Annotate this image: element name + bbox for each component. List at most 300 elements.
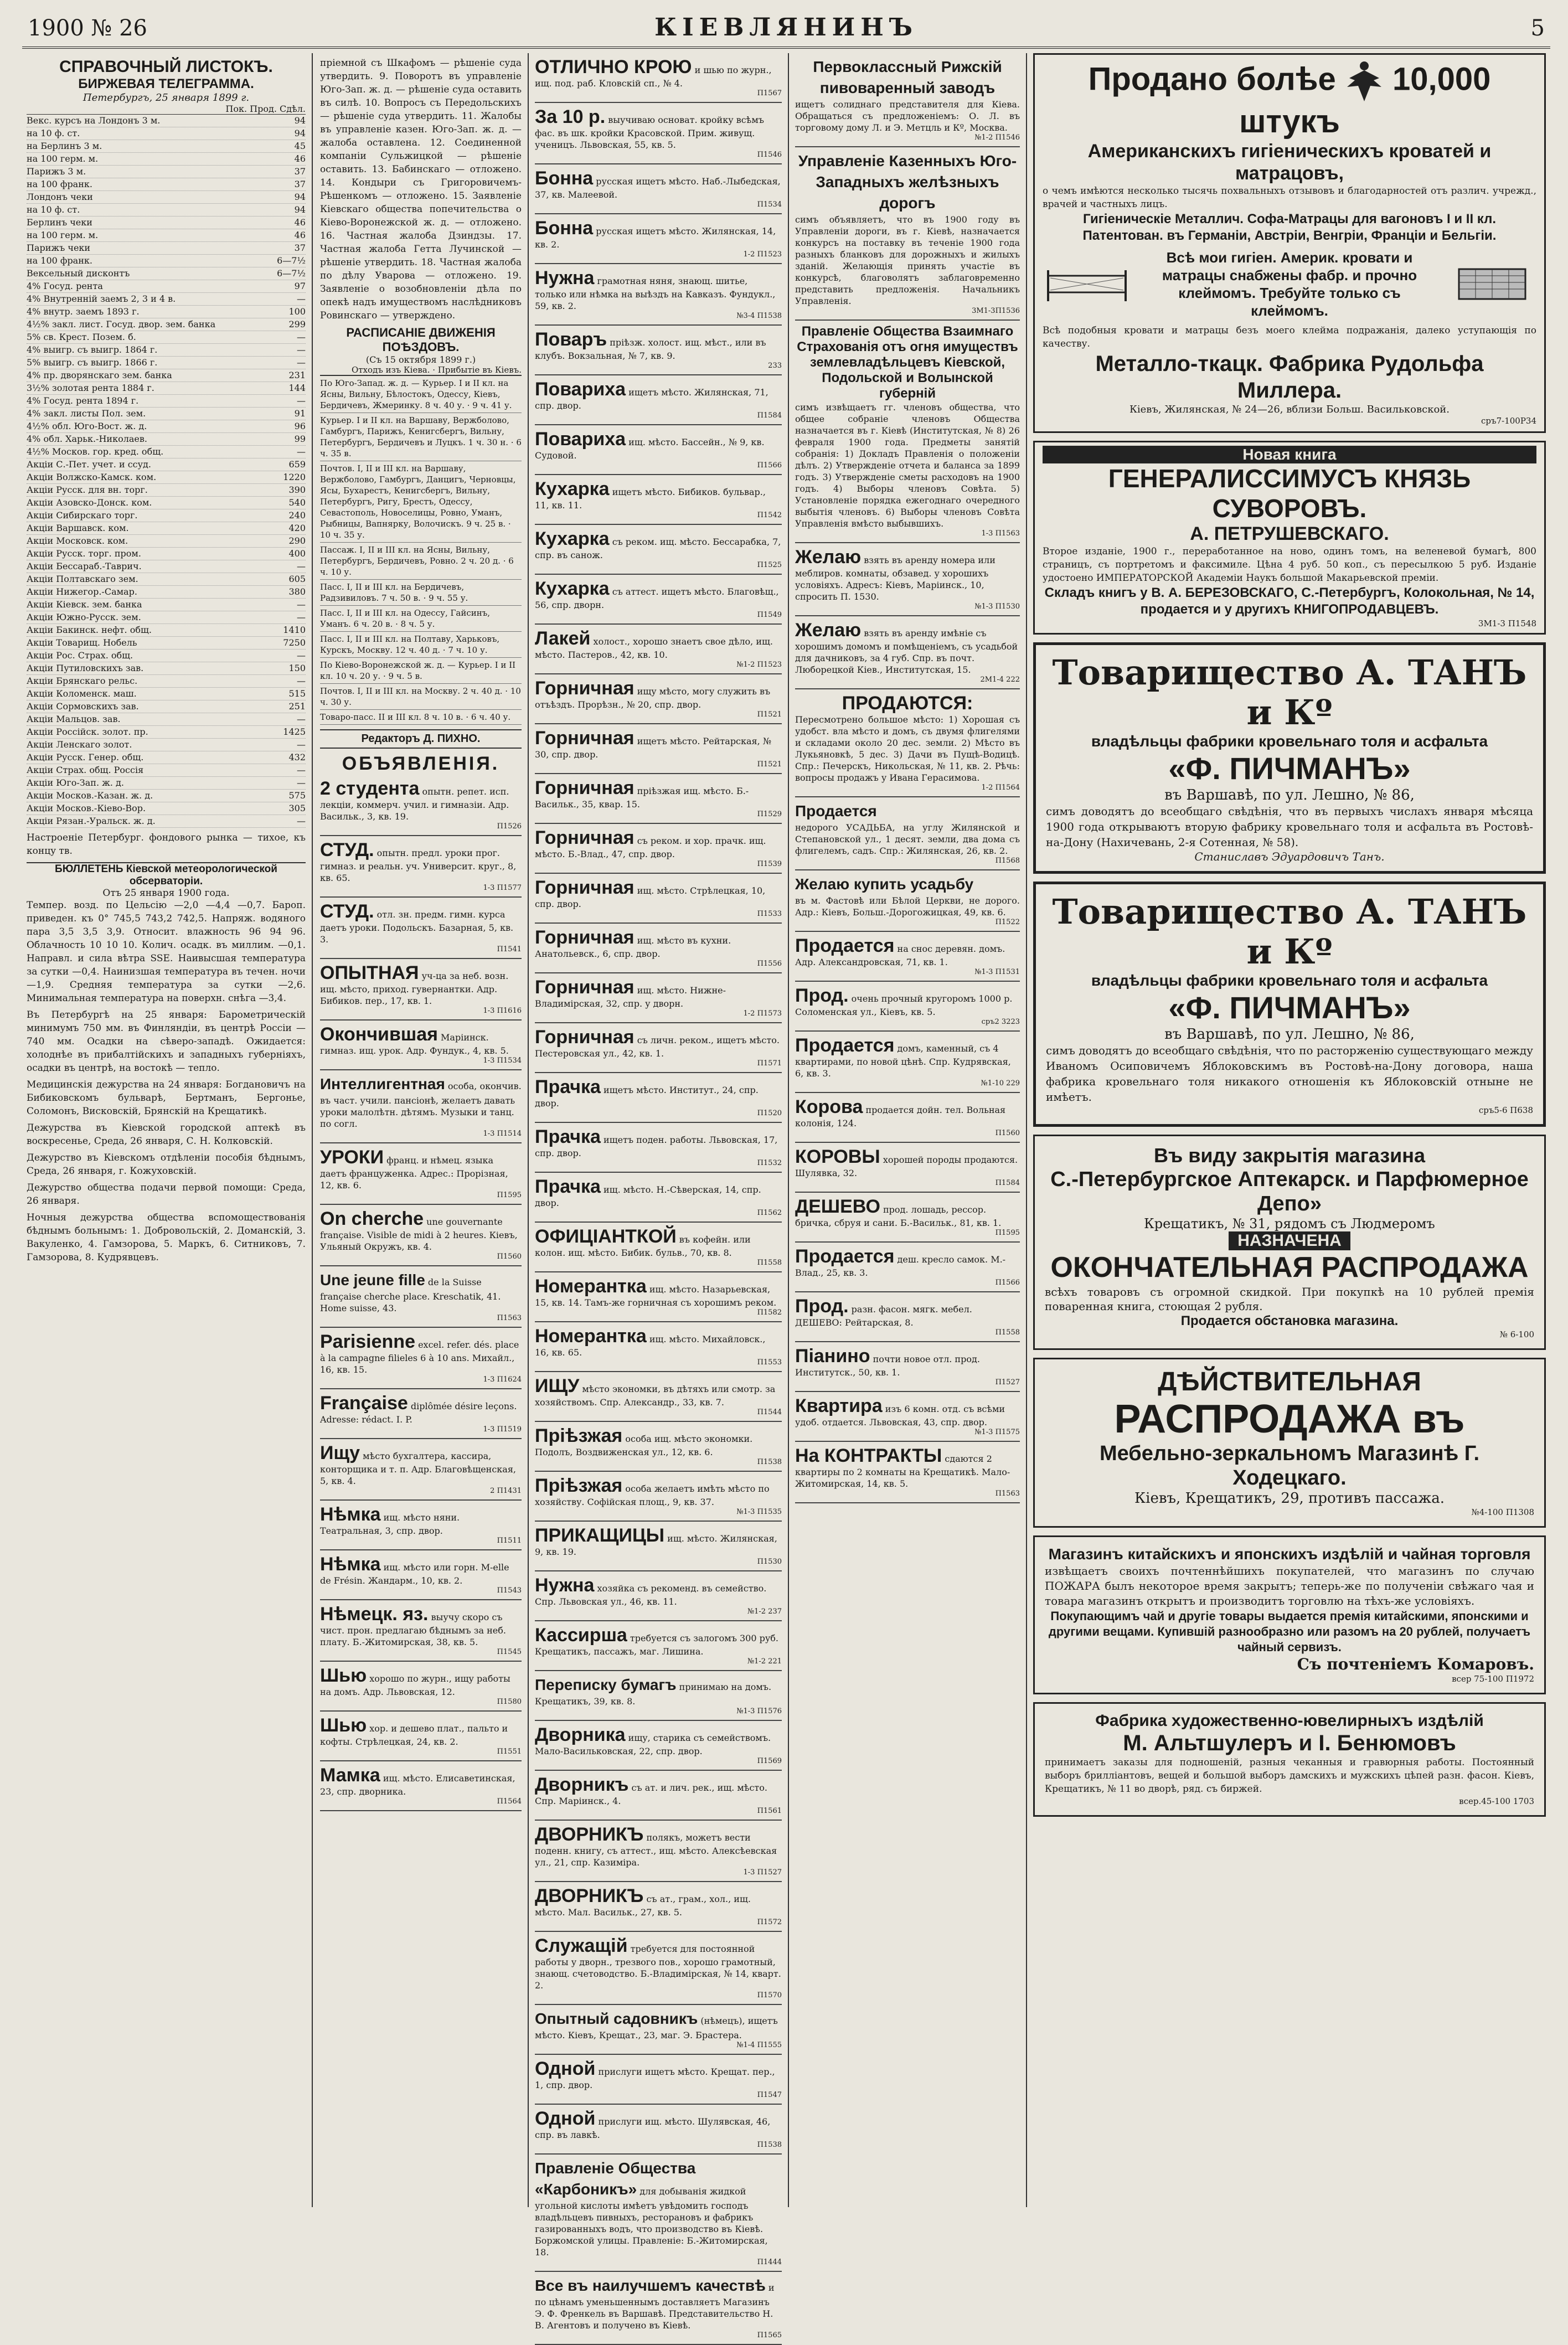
stock-name: Вексельный дисконтъ	[27, 268, 130, 279]
stock-value: 432	[288, 752, 306, 762]
ad-code: 1-3 П1616	[483, 1007, 522, 1015]
table-row	[27, 484, 306, 497]
table-row	[27, 140, 306, 153]
table-row	[27, 318, 306, 331]
ad-code: П1520	[757, 1109, 782, 1117]
ads-list	[320, 775, 522, 1811]
table-row	[27, 382, 306, 395]
stock-value: —	[297, 344, 306, 355]
classified-ad	[320, 1550, 522, 1600]
stock-value: 605	[288, 574, 306, 584]
classified-ad	[535, 973, 782, 1023]
beds-text-1: о чемъ имѣются несколько тысячь похвальныхъ отзывовъ и благодарностей отъ различ. учрежд., врачей и частныхъ лицъ.	[1043, 185, 1536, 210]
ad-text: опытн. репет. исп. лекціи, коммерч. учил. и гимназіи. Адр. Васильк., 3, кв. 19.	[320, 786, 509, 822]
stock-value: 515	[288, 688, 306, 699]
ad-code: П1544	[757, 1408, 782, 1416]
ad-keyword: Ищу	[320, 1442, 360, 1463]
stock-value: 305	[288, 803, 306, 813]
stock-name: Акціи Россійск. золот. пр.	[27, 726, 148, 737]
ad-text: excel. refer. dés. place à la campagne filieles 6 à 10 ans. Михайл., 16, кв. 15.	[320, 1339, 519, 1375]
ad-text: ищ. мѣсто. Стрѣлецкая, 10, спр. двор.	[535, 885, 766, 909]
timetable-header: Отходъ изъ Кіева. · Прибытіе въ Кіевъ.	[320, 365, 522, 376]
stock-name: Парижъ чеки	[27, 243, 91, 253]
ad-keyword: 2 студента	[320, 778, 420, 799]
ad-code: №1-3 П1576	[736, 1707, 782, 1715]
ad-text: русская ищетъ мѣсто. Наб.-Лыбедская, 37, кв. Малеевой.	[535, 176, 781, 200]
stock-value: 6—7½	[277, 255, 306, 266]
brewery-code: №1-2 П1546	[974, 133, 1020, 142]
table-row	[27, 764, 306, 777]
stock-name: Акціи Ленскаго золот.	[27, 739, 132, 750]
forecast-text: Въ Петербургѣ на 25 января: Барометрическій минимумъ 750 мм. въ Финляндіи, въ центрѣ Россіи — 740 мм. Осадки на сѣверо-западѣ. Ожидается: холоднѣе въ прибалтійскихъ и западныхъ губерніяхъ, осадки въ центрѣ, на востокѣ — тепло.	[27, 1009, 306, 1074]
ad-code: П1539	[757, 860, 782, 868]
ad-keyword: Дворникъ	[535, 1774, 629, 1795]
table-row	[27, 127, 306, 140]
ad-text: ищ. мѣсто. Бассейн., № 9, кв. Судовой.	[535, 437, 765, 461]
ad-code: 233	[768, 362, 782, 370]
table-row	[27, 815, 306, 828]
list-item: Дежурство въ Кіевскомъ отдѣленіи пособія бѣднымъ, Среда, 26 января, г. Кожуховскій.	[27, 1152, 306, 1177]
list-item: Медицинскія дежурства на 24 января: Богдановичъ на Бибиковскомъ бульварѣ, Бертманъ, Бергонье, Соломонъ, Висковскій, Брянскій на Крещатикѣ.	[27, 1079, 306, 1117]
ad-text: ищ. мѣсто. Нижне-Владимірская, 32, спр. у дворн.	[535, 985, 726, 1009]
ad-keyword: Интеллигентная	[320, 1075, 445, 1092]
stock-name: 3½% золотая рента 1884 г.	[27, 383, 154, 393]
furniture-firm: Мебельно-зеркальномъ Магазинѣ Г. Ходецкаго.	[1099, 1442, 1480, 1490]
stock-name: 4% Госуд. рента 1894 г.	[27, 395, 139, 406]
ad-keyword: Квартира	[795, 1395, 883, 1416]
stock-value: 94	[294, 204, 306, 215]
stock-name: 4% обл. Харьк.-Николаев.	[27, 434, 147, 444]
ad-code: 1-3 П1577	[483, 884, 522, 892]
jewelry-ad	[1033, 1702, 1546, 1817]
table-row	[27, 293, 306, 306]
ad-text: уч-ца за неб. возн. ищ. мѣсто, приход. гувернантки. Адр. Бибиков. пер., 17, кв. 1.	[320, 971, 509, 1006]
table-row	[27, 115, 306, 127]
classified-ad	[320, 1070, 522, 1143]
meteo-text: Темпер. возд. по Цельсію —2,0 —4,4 —0,7. Бароп. приведен. къ 0° 745,5 743,2 742,5. Напряж. водяного пара 3,5 3,5 3,9. Относит. влажность 96 94 96. Облачность 10 10 10. Колич. осадк. въ миллим. —0,1. Направл. и сила вѣтра SSE. Наивысшая температура за сутки —0,4. Наинизшая температура въ течен. ночи —1,9. Средняя температура за сутки —2,6. Минимальная температура на поверхн. снѣга —3,4.	[27, 900, 306, 1004]
classified-ad	[535, 1123, 782, 1173]
ad-code: П1566	[757, 461, 782, 470]
column-rule	[788, 53, 789, 2207]
classified-ad	[535, 1821, 782, 1882]
table-row	[27, 688, 306, 700]
stock-name: Акціи Путиловскихъ зав.	[27, 663, 144, 673]
ad-text: разн. фасон. мягк. мебел. ДЕШЕВО: Рейтарская, 8.	[795, 1304, 972, 1328]
classified-ad	[535, 774, 782, 824]
classified-ad	[535, 1571, 782, 1621]
closing-sale-title: ОКОНЧАТЕЛЬНАЯ РАСПРОДАЖА	[1050, 1251, 1529, 1284]
stock-value: —	[297, 561, 306, 571]
meteo-title: БЮЛЛЕТЕНЬ Кіевской метеорологической обсерваторіи.	[27, 862, 306, 888]
stock-name: Акціи Московск. ком.	[27, 535, 128, 546]
stock-name: Векс. курсъ на Лондонъ 3 м.	[27, 115, 161, 126]
ad-keyword: ОПЫТНАЯ	[320, 962, 419, 983]
stock-value: —	[297, 612, 306, 622]
timetable-list	[320, 376, 522, 725]
stock-value: 100	[288, 306, 306, 317]
ad-code: П1526	[497, 822, 522, 831]
ad-code: П1529	[757, 810, 782, 818]
ad-code: 1-2 П1573	[743, 1009, 782, 1018]
table-row	[27, 497, 306, 509]
page-number: 5	[1530, 16, 1545, 41]
tan1-text: симъ доводятъ до всеобщаго свѣдѣнія, что въ первыхъ числахъ января мѣсяца 1900 года открываютъ вторую фабрику кровельнаго толя и асфальта въ Ростовѣ-на-Дону (Нахичевань, 2-я Сотенная, № 58).	[1046, 805, 1533, 849]
table-row	[27, 739, 306, 751]
book-store: Складъ книгъ у В. А. БЕРЕЗОВСКАГО, С.-Петербургъ, Колокольная, № 14, продается и у другихъ КНИГОПРОДАВЦЕВЪ.	[1044, 585, 1535, 617]
editor-line: Редакторъ Д. ПИХНО.	[320, 729, 522, 749]
ad-text: требуется съ залогомъ 300 руб. Крещатикъ, пассажъ, маг. Лишина.	[535, 1633, 778, 1657]
stock-value: 37	[294, 166, 306, 177]
classified-ad	[535, 824, 782, 874]
stock-header-row: Пок. Прод. Сдѣл.	[27, 104, 306, 115]
classified-ad	[535, 425, 782, 475]
stock-name: Акціи Москов.-Кіево-Вор.	[27, 803, 146, 813]
stock-value: 46	[294, 153, 306, 164]
stock-name: Парижъ 3 м.	[27, 166, 86, 177]
beds-code: сръ7-100Р34	[1481, 416, 1536, 426]
ad-text: ищу, старика съ семействомъ. Мало-Васильковская, 22, спр. двор.	[535, 1733, 771, 1756]
classified-ad	[535, 674, 782, 724]
ad-code: П1549	[757, 611, 782, 619]
ad-text: прислуги ищ. мѣсто. Шулявская, 46, спр. въ лавкѣ.	[535, 2116, 771, 2140]
book-text: Второе изданіе, 1900 г., переработанное на ново, одинъ томъ, на веленевой бумагѣ, 800 страницъ, съ портретомъ и факсимиле. Цѣна 4 руб. 50 коп., съ пересылкою 5 руб. Изданіе удостоено ИМПЕРАТОРСКОЙ Академіи Наукъ большой Макарьевской преміи.	[1043, 546, 1536, 584]
double-eagle-icon	[1345, 59, 1384, 104]
ad-keyword: Прачка	[535, 1176, 601, 1197]
ad-text: деш. кресло самок. М.-Влад., 25, кв. 3.	[795, 1254, 1006, 1278]
ad-keyword: Переписку бумагъ	[535, 1676, 677, 1693]
table-row	[27, 662, 306, 675]
ad-text: русская ищетъ мѣсто. Жилянская, 14, кв. 2.	[535, 226, 776, 250]
ad-text: ищ. мѣсто. Жилянская, 9, кв. 19.	[535, 1533, 777, 1557]
classified-ad	[535, 1671, 782, 1721]
insurance-text: симъ извѣщаетъ гг. членовъ общества, что общее собраніе членовъ Общества назначается въ г. Кіевѣ (Институтская, № 8) 26 февраля 1900 года. Предметы занятій собранія: 1) Докладъ Правленія о положеніи дѣлъ. 2) Утвержденіе отчета и баланса за 1899 годъ. 3) Утвержденіе сметы расходовъ на 1900 годъ. 4) Выборы членовъ Совѣта. 5) Установленіе порядка ежегоднаго очередного выбытія членовъ. 6) Выборы членовъ Совѣта Управленія вмѣсто выбывшихъ.	[795, 402, 1020, 529]
tan1-subtitle: владѣльцы фабрики кровельнаго толя и асфальта	[1091, 733, 1488, 750]
stock-value: —	[297, 446, 306, 457]
ad-code: П1521	[757, 760, 782, 769]
estate-sale-ad	[795, 797, 1020, 870]
ad-text: выучу скоро съ чист. прон. предлагаю бѣднымъ за неб. плату. Б.-Житомирская, 38, кв. 5.	[320, 1612, 506, 1647]
ad-code: П1563	[497, 1314, 522, 1322]
ad-code: П1582	[757, 1308, 782, 1317]
classified-ad	[535, 475, 782, 525]
stock-name: 4% пр. дворянскаго зем. банка	[27, 370, 172, 380]
column-classifieds	[530, 53, 786, 2339]
classified-ad	[535, 1472, 782, 1522]
masthead	[22, 11, 1550, 49]
table-row	[27, 726, 306, 739]
stock-value: —	[297, 676, 306, 686]
timetable-title: РАСПИСАНІЕ ДВИЖЕНІЯ ПОѢЗДОВЪ.	[346, 326, 496, 354]
stock-name: Акціи Москов.-Казан. ж. д.	[27, 790, 153, 801]
stock-value: 290	[288, 535, 306, 546]
classified-ad	[320, 1501, 522, 1550]
classified-ad	[535, 1932, 782, 2005]
ad-text: и по цѣнамъ уменьшеннымъ доставляетъ Магазинъ Э. Ф. Френкель въ Варшавѣ. Представительство Н. В. Агентовъ и получено въ Кіевѣ.	[535, 2282, 775, 2331]
ad-text: съ ат., грам., хол., ищ. мѣсто. Мал. Васильк., 27, кв. 5.	[535, 1894, 751, 1918]
ad-keyword: Нѣмка	[320, 1504, 381, 1525]
stock-name: Акціи Сибирскаго торг.	[27, 510, 138, 520]
classified-ad	[535, 1272, 782, 1322]
list-item: Дежурства въ Кіевской городской аптекѣ въ воскресенье, Среда, 26 января, С. Н. Колковскій.	[27, 1122, 306, 1147]
stock-name: Лондонъ чеки	[27, 192, 93, 202]
ad-text: (нѣмецъ), ищетъ мѣсто. Кіевъ, Крещат., 23, маг. Э. Брастера.	[535, 2016, 778, 2040]
mattress-illustration-icon	[1448, 265, 1536, 303]
jewelry-code: всер.45-100 1703	[1459, 1796, 1534, 1806]
stock-value: —	[297, 777, 306, 788]
stock-value: 94	[294, 115, 306, 126]
stock-value: 150	[288, 663, 306, 673]
ad-text: продается дойн. тел. Вольная колонія, 124.	[795, 1105, 1006, 1128]
ad-text: особа, окончив. въ част. учили. пансіонѣ, желаетъ давать уроки малолѣтн. дѣтямъ. Музыки и танц. по согл.	[320, 1081, 522, 1129]
stock-name: 4% выигр. съ выигр. 1864 г.	[27, 344, 158, 355]
table-row	[27, 509, 306, 522]
ad-text: особа ищ. мѣсто экономки. Подолъ, Воздвиженская ул., 12, кв. 6.	[535, 1434, 753, 1457]
ad-keyword: ДВОРНИКЪ	[535, 1885, 644, 1906]
ad-keyword: Горничная	[535, 877, 635, 898]
ad-keyword: Одной	[535, 2058, 596, 2079]
ad-text: и шью по журн., ищ. под. раб. Кловскій сп., № 4.	[535, 65, 772, 89]
ad-keyword: СТУД.	[320, 901, 374, 922]
ad-text: ищетъ мѣсто. Жилянская, 71, спр. двор.	[535, 387, 768, 411]
ad-keyword: Прачка	[535, 1126, 601, 1147]
ad-keyword: Горничная	[535, 827, 635, 848]
ad-code: П1566	[995, 1279, 1020, 1287]
estate-sale-keyword: Продается	[795, 802, 877, 820]
for-sale-code: 1-2 П1564	[981, 784, 1020, 792]
ad-keyword: Française	[320, 1393, 408, 1414]
tan1-address: въ Варшавѣ, по ул. Лешно, № 86,	[1164, 787, 1415, 803]
tan1-signature: Станиславъ Эдуардовичъ Танъ.	[1194, 850, 1385, 863]
ad-text: требуется для постоянной работы у дворн., трезвого пов., хорошо грамотный, знающ. счетоводство. Б.-Владимірская, № 14, кварт. 2.	[535, 1944, 781, 1991]
ad-text: ищ. мѣсто. Михайловск., 16, кв. 65.	[535, 1334, 766, 1358]
classified-ad	[535, 525, 782, 575]
closing-text: всѣхъ товаровъ съ огромной скидкой. При покупкѣ на 10 рублей премія поваренная книга, стоющая 2 рубля.	[1045, 1285, 1534, 1313]
ad-code: П1547	[757, 2091, 782, 2099]
ad-code: П1534	[757, 200, 782, 209]
table-row	[27, 535, 306, 548]
ad-text: ищу мѣсто, могу служить въ отъѣздъ. Прорѣзн., № 20, спр. двор.	[535, 686, 771, 710]
column-reference	[22, 53, 310, 2207]
ad-text: выучиваю основат. кройку всѣмъ фас. въ шк. кройки Красовской. Прим. живущ. ученицъ. Львовская, 55, кв. 5.	[535, 115, 764, 150]
ad-keyword: ПРИКАЩИЦЫ	[535, 1525, 665, 1546]
ad-code: П1560	[995, 1129, 1020, 1137]
reference-title: СПРАВОЧНЫЙ ЛИСТОКЪ.	[59, 58, 273, 76]
china-text: извѣщаетъ своихъ почтеннѣйшихъ покупателей, что магазинъ по случаю ПОЖАРА былъ некоторое время закрытъ; теперь-же по полученіи свѣжаго чая и товара магазинъ открытъ и производитъ торговлю на тѣхъ-же условіяхъ.	[1045, 1564, 1534, 1607]
stock-value: 299	[288, 319, 306, 329]
beds-note: Всѣ подобныя кровати и матрацы безъ моего клейма подражанія, далеко уступающія по качеству.	[1043, 325, 1536, 349]
stock-name: Акціи Мальцов. зав.	[27, 714, 121, 724]
ad-code: №1-3 П1535	[736, 1508, 782, 1516]
stock-value: 390	[288, 485, 306, 495]
issue-number: 1900 № 26	[28, 16, 147, 41]
ad-keyword: Прод.	[795, 985, 849, 1006]
ad-keyword: On cherche	[320, 1208, 424, 1229]
stock-name: Акціи Товарищ. Нобель	[27, 637, 137, 648]
classified-ad	[320, 836, 522, 898]
furniture-address: Кіевъ, Крещатикъ, 29, противъ пассажа.	[1134, 1490, 1445, 1507]
table-row	[27, 242, 306, 255]
ad-code: П1584	[995, 1179, 1020, 1187]
timetable-subtitle: (Съ 15 октября 1899 г.)	[365, 354, 476, 365]
furniture-code: №4-100 П1308	[1471, 1507, 1534, 1517]
classified-ad	[535, 326, 782, 375]
classified-ad	[535, 724, 782, 774]
ad-text: очень прочный кругоромъ 1000 р. Соломенская ул., Кіевъ, кв. 5.	[795, 993, 1013, 1017]
stock-name: на 100 франк.	[27, 255, 92, 266]
stock-value: 7250	[283, 637, 306, 648]
ad-keyword: Повариха	[535, 429, 626, 450]
stock-name: Акціи Рязан.-Уральск. ж. д.	[27, 816, 156, 826]
stock-value: 144	[288, 383, 306, 393]
classified-ad	[535, 1621, 782, 1671]
table-row	[27, 599, 306, 611]
classified-ad	[795, 543, 1020, 616]
list-item: Почтов. I, II и III кл. на Москву. 2 ч. 40 д. · 10 ч. 30 у.	[320, 684, 522, 710]
classified-ad	[795, 1442, 1020, 1503]
ad-text: прислуги ищетъ мѣсто. Крещат. пер., 1, спр. двор.	[535, 2066, 775, 2090]
stock-value: —	[297, 395, 306, 406]
table-row	[27, 560, 306, 573]
buy-estate-keyword: Желаю купить усадьбу	[795, 875, 974, 893]
stock-name: Акціи С.-Пет. учет. и ссуд.	[27, 459, 151, 470]
ad-keyword: Кассирша	[535, 1625, 627, 1646]
classified-ad	[320, 1266, 522, 1328]
table-row	[27, 458, 306, 471]
stock-value: —	[297, 599, 306, 610]
furniture-sale-ad	[1033, 1358, 1546, 1528]
column-court-trains	[316, 53, 526, 2207]
classified-ad	[795, 1392, 1020, 1442]
closing-footer: Продается обстановка магазина.	[1180, 1313, 1399, 1328]
beds-title-left: Продано болѣе	[1088, 61, 1336, 97]
ad-keyword: Правленіе Общества «Карбоникъ»	[535, 2160, 696, 2198]
beds-text-2: Гигіеническіе Металлич. Софа-Матрацы для вагоновъ I и II кл. Патентован. въ Германіи, Австріи, Венгріи, Франціи и Бельгіи.	[1082, 212, 1497, 243]
ad-code: №1-3 П1575	[974, 1428, 1020, 1436]
tan-ad-2	[1033, 882, 1546, 1127]
ad-code: П1542	[757, 511, 782, 519]
ad-code: №1-2 237	[747, 1607, 782, 1616]
ad-text: ищ. мѣсто. Елисаветинская, 23, спр. дворника.	[320, 1773, 515, 1797]
stock-name: Акціи Кіевск. зем. банка	[27, 599, 142, 610]
book-ad	[1033, 441, 1546, 635]
table-row	[27, 611, 306, 624]
stock-value: 6—7½	[277, 268, 306, 279]
ad-keyword: Продается	[795, 1246, 895, 1267]
stock-value: 231	[288, 370, 306, 380]
ad-code: 1-3 П1514	[483, 1130, 522, 1138]
ad-text: франц. и нѣмец. языка даетъ француженка. Адрес.: Прорізная, 12, кв. 6.	[320, 1155, 508, 1190]
stock-name: Акціи Бакинск. нефт. общ.	[27, 625, 152, 635]
closing-label: НАЗНАЧЕНА	[1229, 1231, 1350, 1250]
book-title: ГЕНЕРАЛИССИМУСЪ КНЯЗЬ СУВОРОВЪ.	[1108, 464, 1471, 523]
stock-name: на 100 герм. м.	[27, 230, 99, 240]
furniture-title: ДѢЙСТВИТЕЛЬНАЯ	[1158, 1367, 1421, 1396]
ad-code: №3-4 П1538	[736, 312, 782, 320]
closing-code: № 6-100	[1499, 1329, 1534, 1339]
stock-value: 37	[294, 243, 306, 253]
column-rule	[1026, 53, 1027, 2207]
stock-name: 4% Госуд. рента	[27, 281, 103, 291]
stock-value: 1220	[283, 472, 306, 482]
stock-name: Акціи Азовско-Донск. ком.	[27, 497, 152, 508]
ad-text: ищетъ мѣсто. Рейтарская, № 30, спр. двор.	[535, 736, 771, 760]
meteo-date: Отъ 25 января 1900 года.	[102, 888, 230, 899]
ad-text: ищ. мѣсто няни. Театральная, 3, спр. двор.	[320, 1512, 460, 1536]
classified-ad	[535, 1372, 782, 1422]
ad-code: П1595	[497, 1191, 522, 1199]
classified-ad	[320, 775, 522, 836]
classified-ad	[795, 1243, 1020, 1292]
classified-ad	[535, 2055, 782, 2105]
ad-text: принимаю на домъ. Крещатикъ, 39, кв. 8.	[535, 1682, 772, 1707]
ad-keyword: Горничная	[535, 777, 635, 798]
stock-value: —	[297, 714, 306, 724]
misc-ads	[795, 932, 1020, 1503]
insurance-title: Правленіе Общества Взаимнаго Страхованія отъ огня имуществъ землевладѣльцевъ Кіевской, Подольской и Волынской губерній	[797, 324, 1018, 401]
classified-ad	[795, 616, 1020, 689]
ad-code: П1595	[995, 1229, 1020, 1237]
ad-keyword: Все въ наилучшемъ качествѣ	[535, 2277, 766, 2294]
stock-name: Акціи Рос. Страх. общ.	[27, 650, 133, 661]
ad-code: П1521	[757, 710, 782, 719]
ad-keyword: СТУД.	[320, 839, 374, 860]
ad-keyword: ОФИЦІАНТКОЙ	[535, 1226, 677, 1247]
beds-firm: Металло-ткацк. Фабрика Рудольфа Миллера.	[1095, 352, 1484, 403]
table-row	[27, 802, 306, 815]
ad-keyword: Нужна	[535, 1575, 595, 1596]
china-premium: Покупающимъ чай и другіе товары выдается премія китайскими, японскими и другими вещами. Купившій разнообразно или разомъ на 20 рублей, получаетъ чайный сервизъ.	[1048, 1609, 1531, 1654]
table-row	[27, 637, 306, 650]
ad-keyword: Окончившая	[320, 1024, 438, 1045]
ad-keyword: Шью	[320, 1715, 367, 1736]
table-row	[27, 267, 306, 280]
column-rule	[528, 53, 529, 2207]
ad-text: ищ. мѣсто или горн. M-elle de Frésin. Жандарм., 10, кв. 2.	[320, 1562, 509, 1586]
ad-text: une gouvernante française. Visible de midi à 2 heures. Кіевъ, Ульяный Окружъ, кв. 4.	[320, 1217, 518, 1252]
newspaper-title: КІЕВЛЯНИНЪ	[654, 13, 918, 42]
ad-text: пріѣзж. холост. ищ. мѣст., или въ клубъ. Вокзальная, № 7, кв. 9.	[535, 337, 766, 361]
stock-value: 97	[294, 281, 306, 291]
classified-ad	[535, 1522, 782, 1571]
stock-name: Акціи Русск. торг. пром.	[27, 548, 141, 559]
stock-value: 46	[294, 230, 306, 240]
ad-keyword: Нѣмка	[320, 1554, 381, 1575]
stock-value: —	[297, 739, 306, 750]
ad-text: Маріинск. гимназ. ищ. урок. Адр. Фундук., 4, кв. 5.	[320, 1032, 509, 1056]
table-row	[27, 650, 306, 662]
table-row	[27, 204, 306, 217]
classified-ad	[535, 1882, 782, 1932]
jewelry-text: принимаетъ заказы для подношеній, разныя чеканныя и гравюрныя работы. Постоянный выборъ бриллiантовъ, вещей и большой выборъ дамскихъ и мужскихъ цѣпей разн. фасон. Кіевъ, Крещатикъ, № 11 во дворѣ, ряд. съ биржей.	[1045, 1757, 1534, 1795]
list-item: Дежурство общества подачи первой помощи: Среда, 26 января.	[27, 1182, 306, 1207]
ad-text: прод. лошадь, рессор. бричка, сбруя и сани. Б.-Васильк., 81, кв. 1.	[795, 1204, 1002, 1228]
ad-code: П1543	[497, 1586, 522, 1595]
stock-name: 5% св. Крест. Позем. б.	[27, 332, 136, 342]
ad-code: №1-3 П1531	[974, 968, 1020, 976]
table-row	[27, 446, 306, 458]
insurance-code: 1-3 П1563	[981, 529, 1020, 538]
stock-name: Берлинъ чеки	[27, 217, 92, 228]
classified-ad	[795, 932, 1020, 982]
ad-code: П1530	[757, 1558, 782, 1566]
classified-ads-list	[535, 53, 782, 2345]
ad-keyword: На КОНТРАКТЫ	[795, 1445, 942, 1466]
stock-value: 420	[288, 523, 306, 533]
stock-name: Акціи Полтавскаго зем.	[27, 574, 138, 584]
stock-value: 1425	[283, 726, 306, 737]
ad-code: П1564	[497, 1797, 522, 1806]
stock-value: 91	[294, 408, 306, 419]
